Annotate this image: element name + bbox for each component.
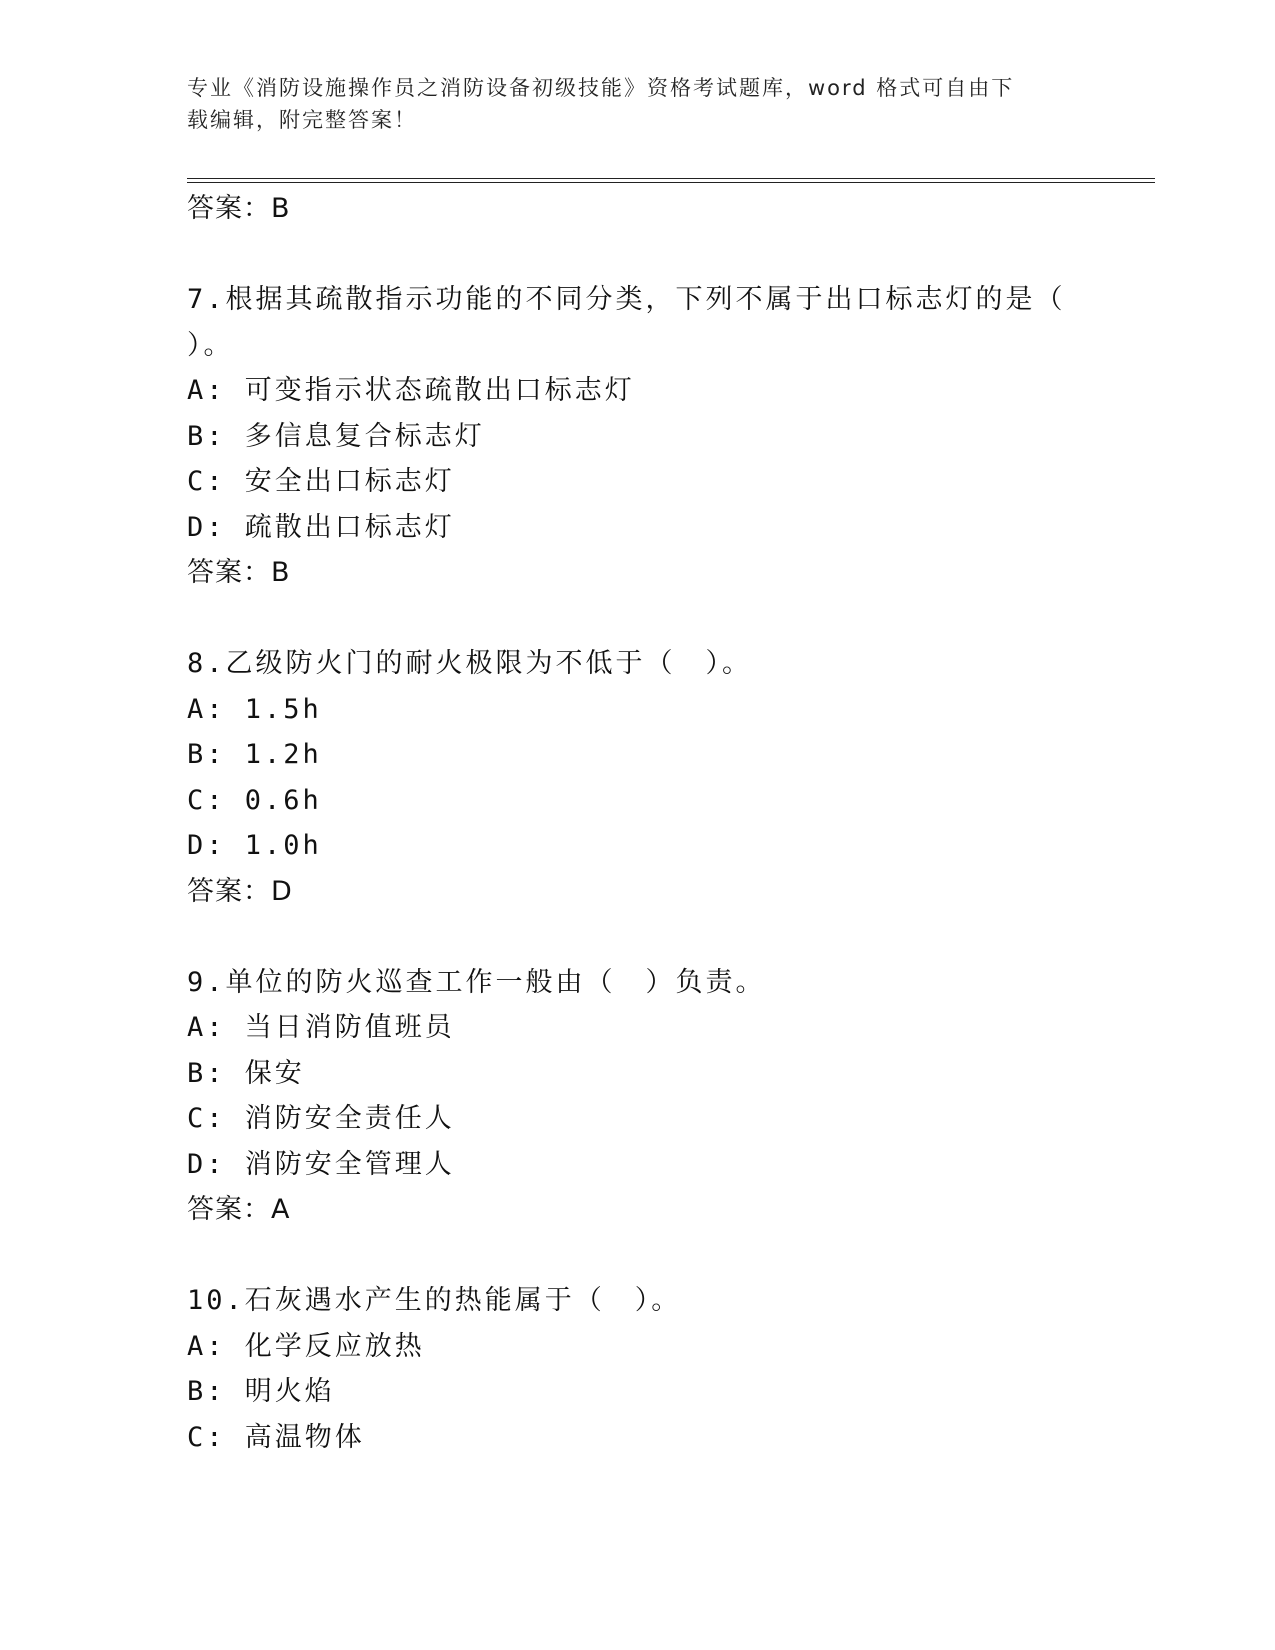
answer: 答案：B [187, 557, 291, 588]
spacer [187, 232, 1147, 278]
question-stem: 7.根据其疏散指示功能的不同分类，下列不属于出口标志灯的是（ [187, 284, 1066, 315]
header-line-2: 载编辑，附完整答案！ [187, 108, 417, 132]
option-b: B: 1.2h [187, 739, 322, 770]
option-a: A: 当日消防值班员 [187, 1012, 455, 1043]
question-10 [187, 1278, 1147, 1460]
option-c: C: 0.6h [187, 784, 322, 816]
question-stem: 10.石灰遇水产生的热能属于（ ）。 [187, 1285, 682, 1316]
header-divider-top [187, 178, 1155, 179]
question-stem-continued: ）。 [187, 329, 234, 361]
option-b: B: 保安 [187, 1057, 305, 1089]
previous-answer: 答案：B [187, 193, 291, 224]
option-d: D: 1.0h [187, 830, 322, 861]
question-stem: 9.单位的防火巡查工作一般由（ ）负责。 [187, 966, 766, 998]
option-c: C: 消防安全责任人 [187, 1103, 455, 1134]
spacer [187, 596, 1147, 642]
option-d: D: 消防安全管理人 [187, 1148, 455, 1180]
option-c: C: 安全出口标志灯 [187, 466, 455, 497]
option-c: C: 高温物体 [187, 1421, 365, 1453]
spacer [187, 1233, 1147, 1279]
spacer [187, 914, 1147, 960]
option-a: A: 1.5h [187, 693, 322, 725]
document-header [187, 72, 1067, 136]
header-divider-bottom [187, 182, 1155, 183]
question-9 [187, 960, 1147, 1233]
answer: 答案：D [187, 875, 293, 907]
question-list [187, 186, 1147, 1460]
answer: 答案：A [187, 1194, 291, 1225]
option-a: A: 可变指示状态疏散出口标志灯 [187, 375, 635, 406]
question-stem: 8.乙级防火门的耐火极限为不低于（ ）。 [187, 648, 753, 679]
option-b: B: 多信息复合标志灯 [187, 420, 485, 452]
option-d: D: 疏散出口标志灯 [187, 511, 455, 543]
option-b: B: 明火焰 [187, 1376, 335, 1407]
question-7 [187, 277, 1147, 596]
option-a: A: 化学反应放热 [187, 1330, 425, 1362]
question-8 [187, 641, 1147, 914]
header-line-1: 专业《消防设施操作员之消防设备初级技能》资格考试题库，word 格式可自由下 [187, 76, 1015, 100]
